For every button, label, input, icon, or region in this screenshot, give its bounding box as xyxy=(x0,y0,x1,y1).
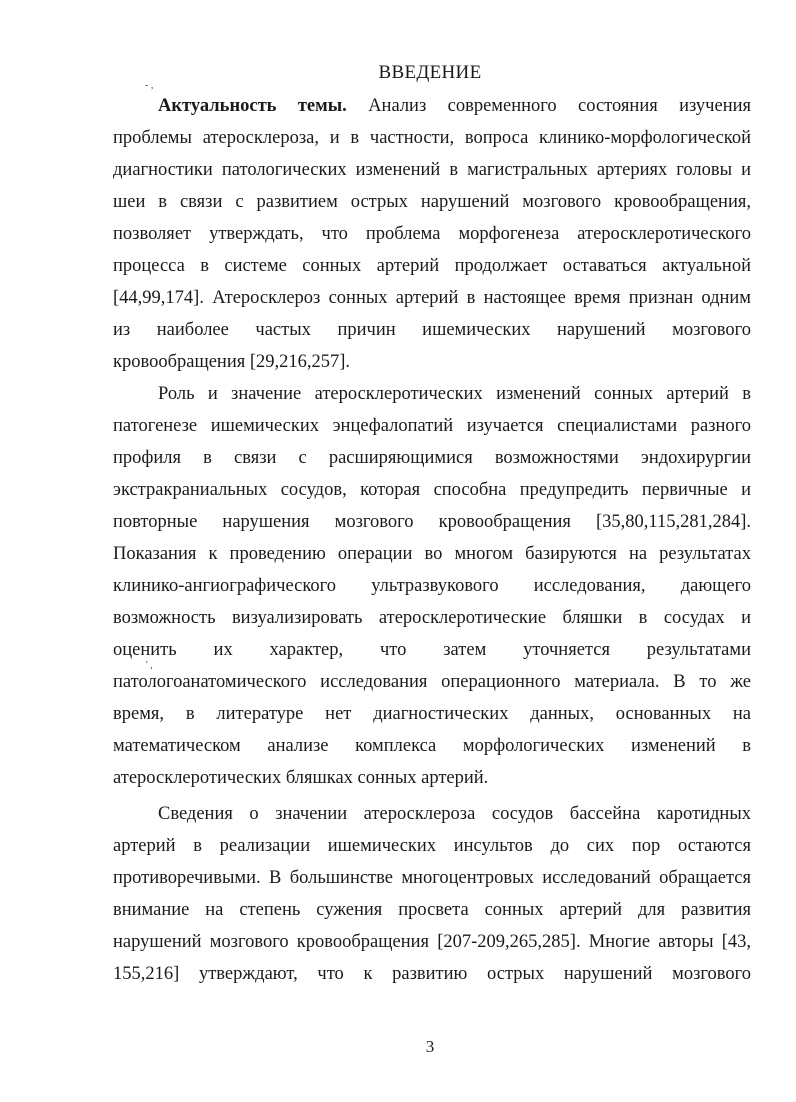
text-line-5: позволяет утверждать, что проблема морфогенеза атеросклеротического xyxy=(113,224,751,244)
text-line-3: диагностики патологических изменений в магистральных артериях головы и xyxy=(113,160,751,180)
text-line-15: Показания к проведению операции во многом базируются на результатах xyxy=(113,544,751,564)
page-title: ВВЕДЕНИЕ xyxy=(378,62,482,83)
text-line-28: 155,216] утверждают, что к развитию острых нарушений мозгового xyxy=(113,964,751,984)
text-line-27: нарушений мозгового кровообращения [207-209,265,285]. Многие авторы [43, xyxy=(113,932,751,952)
text-line-23: Сведения о значении атеросклероза сосудов бассейна каротидных xyxy=(158,804,751,824)
scan-speck: ' , xyxy=(146,660,153,671)
text-line-1-rest: Анализ современного состояния изучения xyxy=(368,96,752,116)
text-line-2: проблемы атеросклероза, и в частности, вопроса клинико-морфологической xyxy=(113,128,751,148)
text-line-4: шеи в связи с развитием острых нарушений мозгового кровообращения, xyxy=(113,192,751,212)
text-line-21: математическом анализе комплекса морфологических изменений в xyxy=(113,736,751,756)
text-line-10: Роль и значение атеросклеротических изменений сонных артерий в xyxy=(158,384,751,404)
text-line-11: патогенезе ишемических энцефалопатий изучается специалистами разного xyxy=(113,416,751,436)
text-line-24: артерий в реализации ишемических инсультов до сих пор остаются xyxy=(113,836,751,856)
text-line-20: время, в литературе нет диагностических данных, основанных на xyxy=(113,704,751,724)
lead-bold-phrase: Актуальность темы. xyxy=(158,96,347,116)
text-line-9: кровообращения [29,216,257]. xyxy=(113,352,351,372)
text-line-1 xyxy=(158,94,751,118)
text-line-7: [44,99,174]. Атеросклероз сонных артерий в настоящее время признан одним xyxy=(113,288,751,308)
text-line-17: возможность визуализировать атеросклеротические бляшки в сосудах и xyxy=(113,608,751,628)
text-line-8: из наиболее частых причин ишемических нарушений мозгового xyxy=(113,320,751,340)
text-line-16: клинико-ангиографического ультразвукового исследования, дающего xyxy=(113,576,751,596)
text-line-14: повторные нарушения мозгового кровообращения [35,80,115,281,284]. xyxy=(113,512,751,532)
text-line-25: противоречивыми. В большинстве многоцентровых исследований обращается xyxy=(113,868,751,888)
text-line-26: внимание на степень сужения просвета сонных артерий для развития xyxy=(113,900,751,920)
text-line-6: процесса в системе сонных артерий продолжает оставаться актуальной xyxy=(113,256,751,276)
scan-speck: - , xyxy=(145,80,154,91)
text-line-22: атеросклеротических бляшках сонных артерий. xyxy=(113,768,489,788)
text-line-12: профиля в связи с расширяющимися возможностями эндохирургии xyxy=(113,448,751,468)
text-line-18: оценить их характер, что затем уточняется результатами xyxy=(113,640,751,660)
text-line-13: экстракраниальных сосудов, которая способна предупредить первичные и xyxy=(113,480,751,500)
page-number: 3 xyxy=(425,1037,435,1056)
text-line-19: патологоанатомического исследования операционного материала. В то же xyxy=(113,672,751,692)
